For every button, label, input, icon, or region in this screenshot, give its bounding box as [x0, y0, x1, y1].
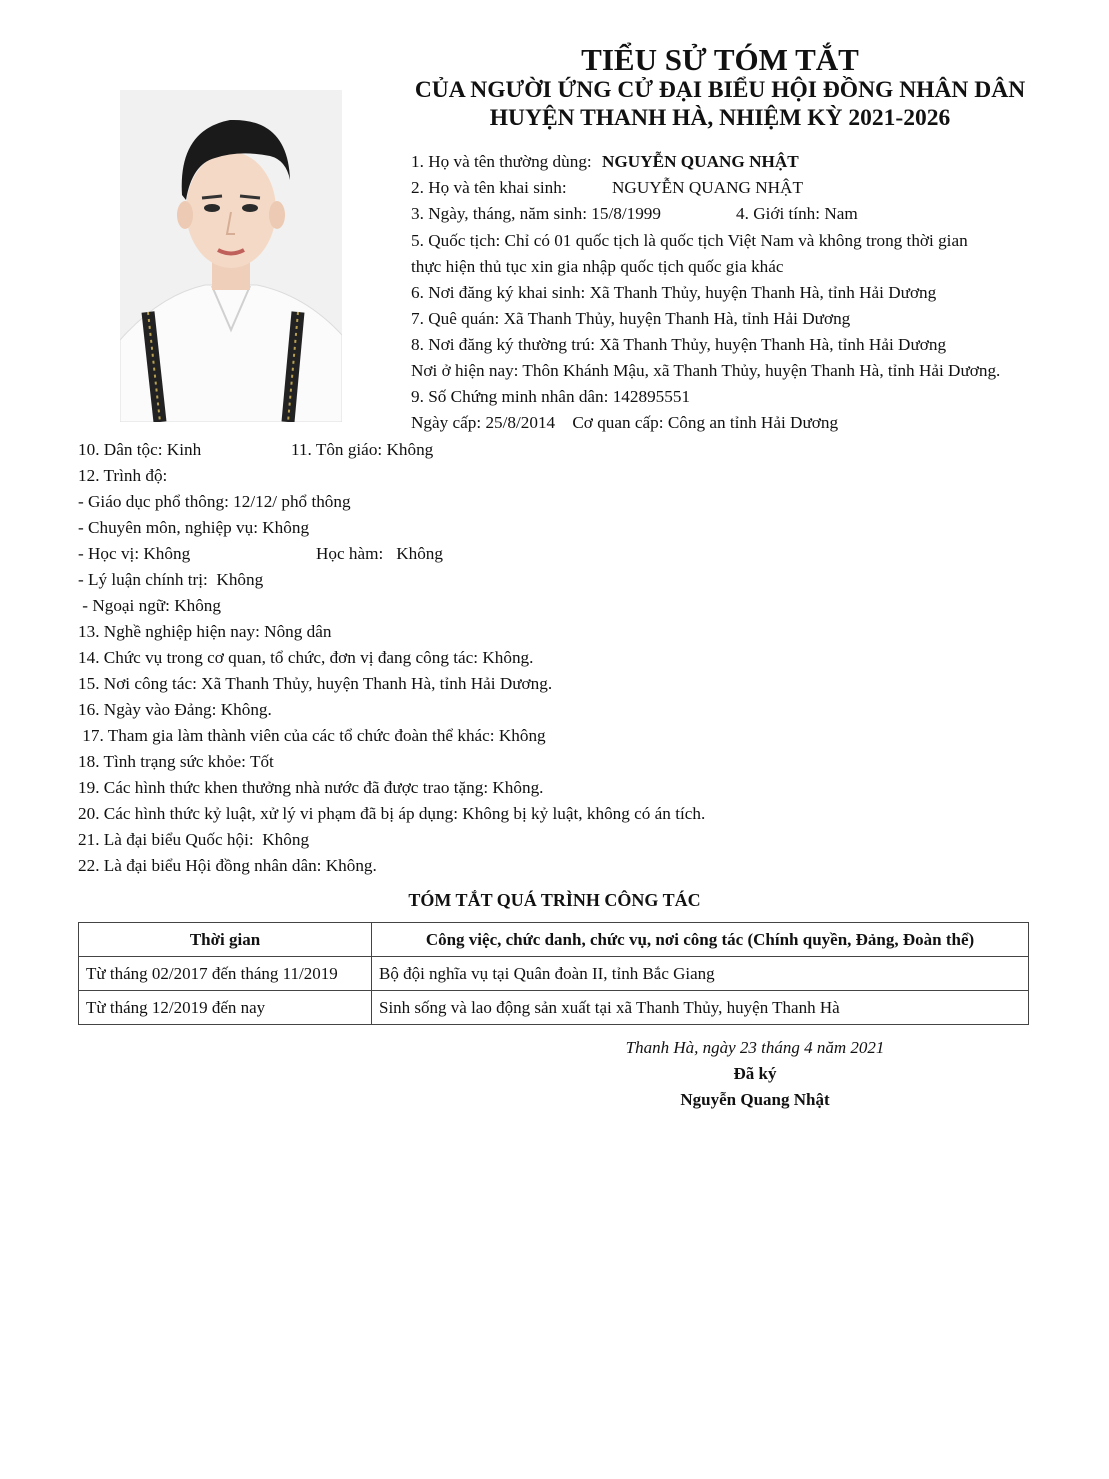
table-row — [79, 991, 1029, 1025]
foreign-language: - Ngoại ngữ: Không — [78, 596, 221, 615]
general-education: - Giáo dục phổ thông: 12/12/ phổ thông — [78, 492, 351, 511]
hometown: 7. Quê quán: Xã Thanh Thủy, huyện Thanh Hà, tỉnh Hải Dương — [411, 309, 851, 328]
health-status: 18. Tình trạng sức khỏe: Tốt — [78, 752, 274, 771]
column-header-job: Công việc, chức danh, chức vụ, nơi công tác (Chính quyền, Đảng, Đoàn thể) — [372, 923, 1029, 957]
awards: 19. Các hình thức khen thưởng nhà nước đã được trao tặng: Không. — [78, 778, 544, 797]
organizations: 17. Tham gia làm thành viên của các tổ chức đoàn thể khác: Không — [78, 726, 546, 745]
document-subtitle-2: HUYỆN THANH HÀ, NHIỆM KỲ 2021-2026 — [489, 105, 951, 131]
professional-qualification: - Chuyên môn, nghiệp vụ: Không — [78, 518, 310, 537]
table-row — [79, 957, 1029, 991]
party-admission: 16. Ngày vào Đảng: Không. — [78, 700, 272, 719]
gender: 4. Giới tính: Nam — [736, 204, 858, 223]
nationality-line-2: thực hiện thủ tục xin gia nhập quốc tịch quốc gia khác — [411, 257, 784, 276]
birth-name-value: NGUYỄN QUANG NHẬT — [612, 178, 803, 197]
birth-name-label: 2. Họ và tên khai sinh: — [411, 178, 567, 197]
birth-date: 3. Ngày, tháng, năm sinh: 15/8/1999 — [411, 204, 661, 223]
portrait-photo — [120, 90, 342, 422]
row-job: Sinh sống và lao động sản xuất tại xã Thanh Thủy, huyện Thanh Hà — [372, 991, 1029, 1025]
peoples-council-delegate: 22. Là đại biểu Hội đồng nhân dân: Không. — [78, 856, 377, 875]
discipline: 20. Các hình thức kỷ luật, xử lý vi phạm đã bị áp dụng: Không bị kỷ luật, không có án tích. — [78, 804, 706, 823]
table-header-row — [79, 923, 1029, 957]
ethnicity: 10. Dân tộc: Kinh — [78, 440, 202, 459]
current-residence: Nơi ở hiện nay: Thôn Khánh Mậu, xã Thanh Thủy, huyện Thanh Hà, tỉnh Hải Dương. — [411, 361, 1001, 380]
political-theory: - Lý luận chính trị: Không — [78, 570, 264, 589]
education-heading: 12. Trình độ: — [78, 466, 168, 485]
id-number: 9. Số Chứng minh nhân dân: 142895551 — [411, 387, 691, 406]
workplace: 15. Nơi công tác: Xã Thanh Thủy, huyện Thanh Hà, tỉnh Hải Dương. — [78, 674, 553, 693]
academic-title: Học hàm: Không — [316, 544, 443, 563]
occupation: 13. Nghề nghiệp hiện nay: Nông dân — [78, 622, 332, 641]
full-name-value: NGUYỄN QUANG NHẬT — [602, 152, 799, 171]
national-assembly-delegate: 21. Là đại biểu Quốc hội: Không — [78, 830, 310, 849]
religion: 11. Tôn giáo: Không — [291, 440, 434, 459]
permanent-residence: 8. Nơi đăng ký thường trú: Xã Thanh Thủy, huyện Thanh Hà, tỉnh Hải Dương — [411, 335, 947, 354]
document-title: TIỂU SỬ TÓM TẮT — [581, 42, 859, 77]
document-subtitle-1: CỦA NGƯỜI ỨNG CỬ ĐẠI BIỂU HỘI ĐỒNG NHÂN DÂN — [414, 77, 1026, 103]
id-issue: Ngày cấp: 25/8/2014 Cơ quan cấp: Công an tỉnh Hải Dương — [411, 413, 839, 432]
row-job: Bộ đội nghĩa vụ tại Quân đoàn II, tỉnh Bắc Giang — [372, 957, 1029, 991]
work-history-table — [78, 922, 1029, 1025]
signature-status: Đã ký — [733, 1064, 777, 1083]
academic-degree: - Học vị: Không — [78, 544, 191, 563]
birth-registration: 6. Nơi đăng ký khai sinh: Xã Thanh Thủy, huyện Thanh Hà, tỉnh Hải Dương — [411, 283, 937, 302]
row-time: Từ tháng 02/2017 đến tháng 11/2019 — [79, 957, 372, 991]
row-time: Từ tháng 12/2019 đến nay — [79, 991, 372, 1025]
column-header-time: Thời gian — [79, 923, 372, 957]
signature-date: Thanh Hà, ngày 23 tháng 4 năm 2021 — [625, 1038, 885, 1057]
nationality-line-1: 5. Quốc tịch: Chỉ có 01 quốc tịch là quốc tịch Việt Nam và không trong thời gian — [411, 231, 968, 250]
position: 14. Chức vụ trong cơ quan, tổ chức, đơn vị đang công tác: Không. — [78, 648, 534, 667]
work-history-title: TÓM TẮT QUÁ TRÌNH CÔNG TÁC — [408, 890, 701, 910]
full-name-label: 1. Họ và tên thường dùng: — [411, 152, 592, 171]
signature-name: Nguyễn Quang Nhật — [680, 1090, 830, 1109]
